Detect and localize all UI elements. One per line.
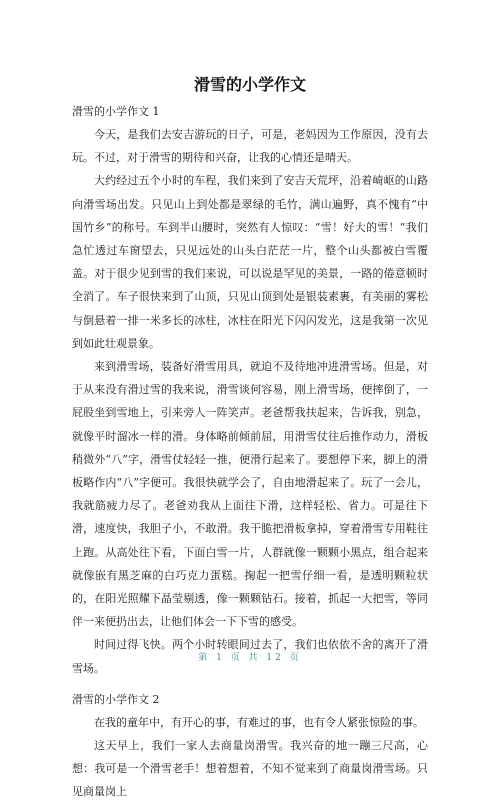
document-title: 滑雪的小学作文 <box>193 75 306 94</box>
paragraph: 时间过得飞快。两个小时转眼间过去了，我们也依依不舍的离开了滑雪场。 <box>72 638 428 675</box>
paragraph: 来到滑雪场，装备好滑雪用具，就迫不及待地冲进滑雪场。但是，对于从来没有滑过雪的我来说，滑雪谈何容易，刚上滑雪场，便摔倒了，一屁股坐到雪地上，引来旁人一阵笑声。老爸帮我扶起来，告诉我，别急，就像平时溜冰一样的滑。身体略前倾前屈，用滑雪仗往后推作动力，滑板稍微外“八”字，滑雪仗轻轻一推，便滑行起来了。要想停下来，脚上的滑板略作内“八”字便可。我很快就学会了，自由地滑起来了。玩了一会儿，我就筋疲力尽了。老爸劝我从上面往下滑，这样轻松、省力。可是往下滑，速度快，我胆子小，不敢滑。我干脆把滑板拿掉，穿着滑雪专用鞋往上跑。从高处往下看，下面白雪一片，人群就像一颗颗小黑点，组合起来就像嵌有黑芝麻的白巧克力蛋糕。掬起一把雪仔细一看，是透明颗粒状的，在阳光照耀下晶莹剔透，像一颗颗钻石。接着，抓起一大把雪，等同伴一来便扔出去，让他们体会一下下雪的感受。 <box>72 360 428 629</box>
paragraph: 大约经过五个小时的车程，我们来到了安吉天荒坪，沿着崎岖的山路向滑雪场出发。只见山上到处都是翠绿的毛竹，满山遍野，真不愧有“中国竹乡”的称号。车到半山腰时，突然有人惊叹：“雪！好大的雪！”我们急忙透过车窗望去，只见远处的山头白茫茫一片，整个山头都被白雪覆盖。对于很少见到雪的我们来说，可以说是罕见的美景，一路的倦意顿时全消了。车子很快来到了山顶，只见山顶到处是银装素裹，有美丽的雾松与倒悬着一排一米多长的冰柱，冰柱在阳光下闪闪发光，这是我第一次见到如此壮观景象。 <box>72 174 428 350</box>
paragraph: 在我的童年中，有开心的事，有难过的事，也有令人紧张惊险的事。 <box>94 715 424 729</box>
paragraph: 今天，是我们去安吉游玩的日子，可是，老妈因为工作原因，没有去玩。不过，对于滑雪的期待和兴奋，让我的心情还是晴天。 <box>72 128 428 165</box>
section-heading: 滑雪的小学作文 1 <box>72 105 160 118</box>
page-number-footer: 第 1 页 共 12 页 <box>198 653 302 663</box>
document-body <box>72 100 428 804</box>
paragraph: 这天早上，我们一家人去商量岗滑雪。我兴奋的地一蹦三尺高，心想：我可是一个滑雪老手！想着想着，不知不觉来到了商量岗滑雪场。只见商量岗上 <box>72 739 428 799</box>
section-heading: 滑雪的小学作文 2 <box>72 692 160 706</box>
